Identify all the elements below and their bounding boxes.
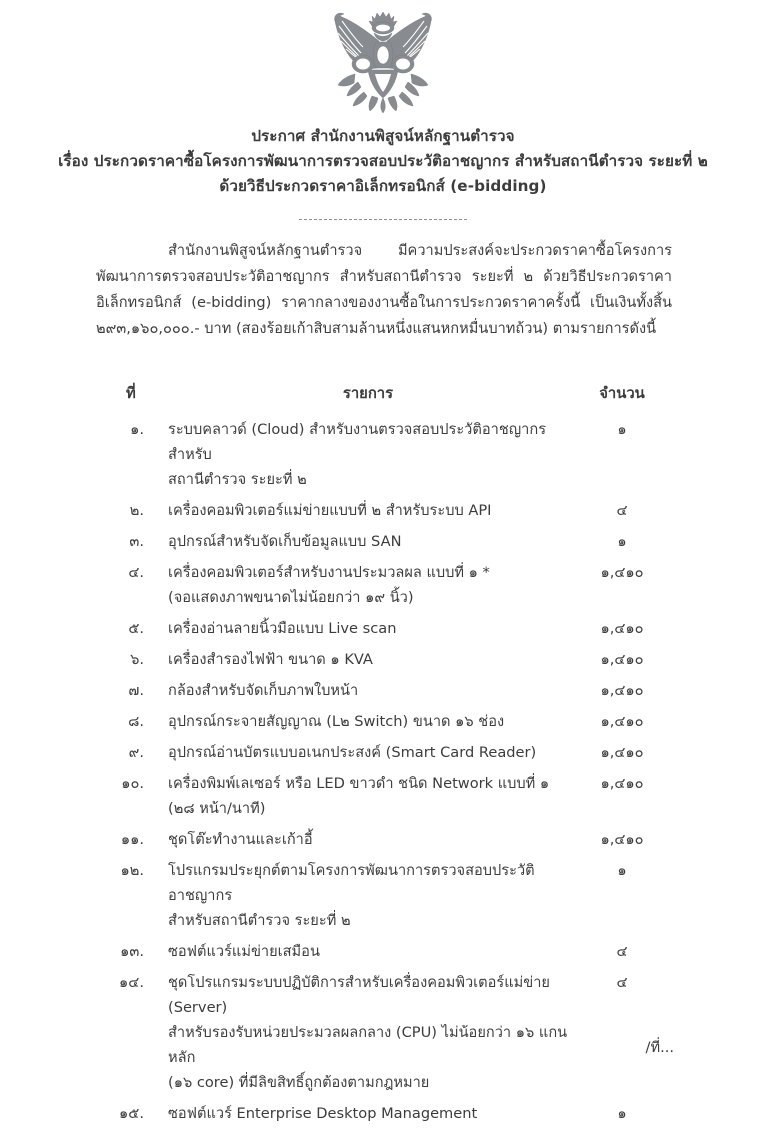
document-headings [0,124,766,199]
garuda-emblem [322,8,444,114]
description-subline: สำหรับสถานีตำรวจ ระยะที่ ๒ [168,912,351,929]
row-number: ๑๔. [119,974,144,991]
table-row [96,827,676,858]
row-description [168,1101,568,1132]
row-description [168,678,568,709]
row-description [168,560,568,616]
description-line: โปรแกรมประยุกต์ตามโครงการพัฒนาการตรวจสอบประวัติอาชญากร [168,862,535,904]
row-number: ๔. [128,564,144,581]
description-subline: สำหรับรองรับหน่วยประมวลผลกลาง (CPU) ไม่น้อยกว่า ๑๖ แกนหลัก [168,1024,568,1066]
description-line: ซอฟต์แวร์แม่ข่ายเสมือน [168,943,320,960]
table-row [96,647,676,678]
row-number: ๕. [128,620,144,637]
body-paragraph: สำนักงานพิสูจน์หลักฐานตำรวจ มีความประสงค์จะประกวดราคาซื้อโครงการพัฒนาการตรวจสอบประวัติอาชญากร สำหรับสถานีตำรวจ ระยะที่ ๒ ด้วยวิธีประกวดราคาอิเล็กทรอนิกส์ (e-bidding) ราคากลางของงานซื้อในการประกวดราคาครั้งนี้ เป็นเงินทั้งสิ้น ๒๙๓,๑๖๐,๐๐๐.- บาท (สองร้อยเก้าสิบสามล้านหนึ่งแสนหกหมื่นบาทถ้วน) ตามรายการดังนี้ [96,242,672,337]
table-row [96,616,676,647]
row-number: ๙. [128,744,144,761]
row-number: ๑๐. [121,775,144,792]
items-table [96,381,676,1132]
row-description [168,417,568,498]
table-row [96,709,676,740]
description-line: อุปกรณ์กระจายสัญญาณ (L๒ Switch) ขนาด ๑๖ ช่อง [168,713,505,730]
table-row [96,1101,676,1132]
row-quantity: ๑,๔๑๐ [600,775,644,792]
announcement-title: ประกาศ สำนักงานพิสูจน์หลักฐานตำรวจ [251,127,515,145]
row-quantity: ๑ [617,533,627,550]
row-description [168,709,568,740]
row-quantity: ๑,๔๑๐ [600,713,644,730]
row-quantity: ๑,๔๑๐ [600,564,644,581]
row-quantity: ๔ [616,943,628,960]
description-line: อุปกรณ์สำหรับจัดเก็บข้อมูลแบบ SAN [168,533,402,550]
description-line: เครื่องอ่านลายนิ้วมือแบบ Live scan [168,620,397,637]
row-description [168,616,568,647]
description-line: ระบบคลาวด์ (Cloud) สำหรับงานตรวจสอบประวัติอาชญากร สำหรับ [168,421,547,463]
description-subline: สถานีตำรวจ ระยะที่ ๒ [168,471,307,488]
table-row [96,771,676,827]
row-description [168,771,568,827]
row-quantity: ๔ [616,974,628,991]
row-number: ๓. [129,533,144,550]
table-row [96,858,676,939]
description-line: กล้องสำหรับจัดเก็บภาพใบหน้า [168,682,359,699]
description-subline: (๑๖ core) ที่มีลิขสิทธิ์ถูกต้องตามกฎหมาย [168,1074,430,1091]
separator-rule [0,219,766,220]
row-quantity: ๑ [617,862,627,879]
description-line: ซอฟต์แวร์ Enterprise Desktop Management [168,1105,478,1122]
announcement-subject: เรื่อง ประกวดราคาซื้อโครงการพัฒนาการตรวจสอบประวัติอาชญากร สำหรับสถานีตำรวจ ระยะที่ ๒ [58,152,708,170]
row-number: ๑๓. [120,943,144,960]
row-quantity: ๑,๔๑๐ [600,651,644,668]
row-quantity: ๔ [616,502,628,519]
row-description [168,858,568,939]
description-line: ชุดโปรแกรมระบบปฏิบัติการสำหรับเครื่องคอมพิวเตอร์แม่ข่าย (Server) [168,974,550,1016]
column-header-no: ที่ [126,385,136,402]
row-description [168,498,568,529]
column-header-description: รายการ [342,385,394,402]
row-number: ๑๕. [119,1105,144,1122]
table-header-row [96,381,676,417]
row-number: ๑๑. [120,831,144,848]
table-row [96,529,676,560]
table-row [96,939,676,970]
row-quantity: ๑ [617,1105,627,1122]
table-row [96,678,676,709]
description-line: เครื่องสำรองไฟฟ้า ขนาด ๑ KVA [168,651,373,668]
row-description [168,939,568,970]
row-number: ๖. [130,651,144,668]
description-subline: (๒๘ หน้า/นาที) [168,800,266,817]
row-quantity: ๑,๔๑๐ [600,744,644,761]
row-description [168,740,568,771]
row-description [168,827,568,858]
row-quantity: ๑,๔๑๐ [600,682,644,699]
description-line: ชุดโต๊ะทำงานและเก้าอี้ [168,831,313,848]
emblem-container [0,8,766,114]
row-number: ๗. [128,682,144,699]
announcement-method: ด้วยวิธีประกวดราคาอิเล็กทรอนิกส์ (e-bidding) [219,177,547,195]
row-quantity: ๑ [617,421,627,438]
row-description [168,529,568,560]
row-number: ๑. [130,421,144,438]
table-row [96,498,676,529]
table-row [96,560,676,616]
table-head [96,381,676,417]
table-row [96,417,676,498]
description-subline: (จอแสดงภาพขนาดไม่น้อยกว่า ๑๙ นิ้ว) [168,589,414,606]
description-line: อุปกรณ์อ่านบัตรแบบอเนกประสงค์ (Smart Card Reader) [168,744,537,761]
row-quantity: ๑,๔๑๐ [600,831,644,848]
footer-continuation: /ที่... [645,1039,674,1056]
row-number: ๒. [129,502,144,519]
table-body [96,417,676,1132]
description-line: เครื่องคอมพิวเตอร์สำหรับงานประมวลผล แบบที่ ๑ * [168,564,490,581]
row-quantity: ๑,๔๑๐ [600,620,644,637]
table-row [96,740,676,771]
row-number: ๘. [128,713,144,730]
column-header-quantity: จำนวน [599,385,645,402]
row-description [168,647,568,678]
description-line: เครื่องพิมพ์เลเซอร์ หรือ LED ขาวดำ ชนิด Network แบบที่ ๑ [168,775,550,792]
row-number: ๑๒. [120,862,144,879]
description-line: เครื่องคอมพิวเตอร์แม่ข่ายแบบที่ ๒ สำหรับระบบ API [168,502,492,519]
